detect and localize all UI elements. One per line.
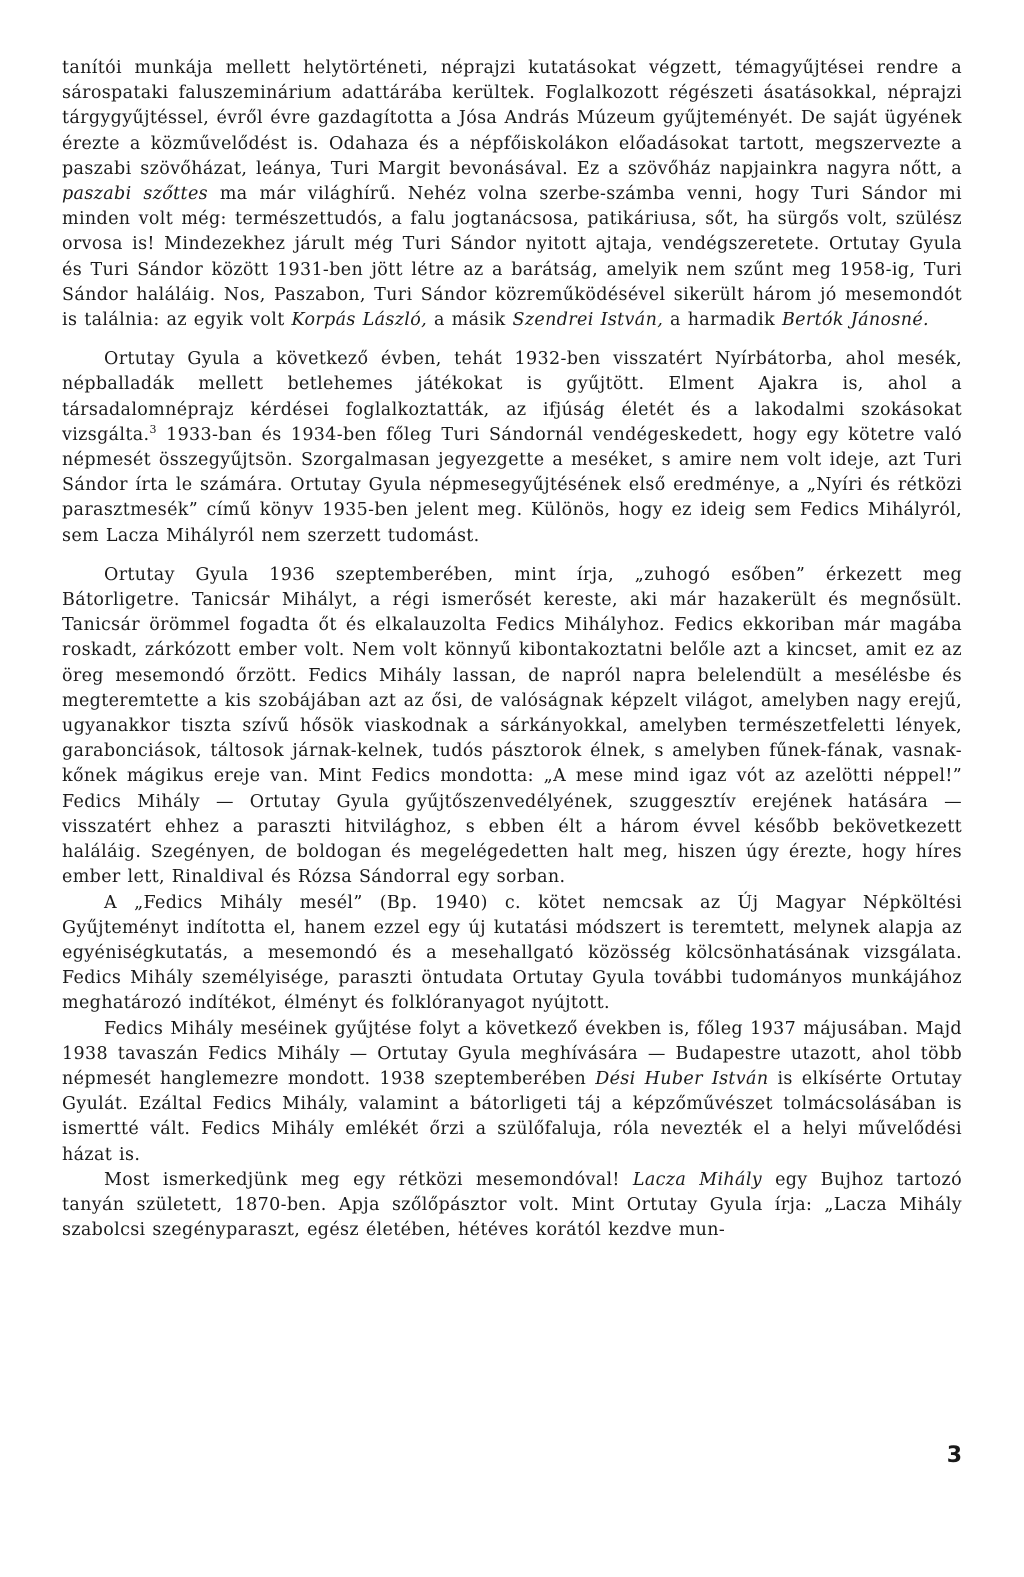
paragraph-2: [62, 347, 962, 549]
footnote-marker: 3: [149, 423, 157, 437]
italic-text: Szendrei István,: [512, 310, 664, 331]
paragraph-5: [62, 1017, 962, 1168]
text-run: tanítói munkája mellett helytörténeti, néprajzi kutatásokat végzett, témagyűjtései rendre a sárospataki faluszeminárium adattárába kerültek. Foglalkozott régészeti ásatásokkal, néprajzi tárgygyűjtéssel, évről évre gazdagította a Jósa András Múzeum gyűjteményét. De saját ügyének érezte a közművelődést is. Odahaza és a népfőiskolákon előadásokat tartott, megszervezte a paszabi szövőházat, leánya, Turi Margit bevonásával. Ez a szövőház napjainkra nagyra nőtt, a: [62, 58, 962, 179]
paragraph-4: [62, 891, 962, 1017]
text-run: Ortutay Gyula a következő évben, tehát 1932-ben visszatért Nyírbátorba, ahol mesék, népballadák mellett betlehemes játékokat is gyűjtött. Elment Ajakra is, ahol a társadalomnéprajz kérdései foglalkoztatták, az ifjúság életét és a lakodalmi szokásokat vizsgálta.: [62, 349, 962, 445]
text-run: Most ismerkedjünk meg egy rétközi mesemondóval!: [104, 1169, 633, 1190]
text-run: egy Bujhoz tartozó tanyán született, 1870-ben. Apja szőlőpásztor volt. Mint Ortutay Gyula írja: „Lacza Mihály szabolcsi szegényparaszt, egész életében, hétéves korától kezdve mun-: [62, 1169, 962, 1241]
paragraph-1: [62, 56, 962, 333]
text-run: a másik: [427, 310, 513, 331]
paragraph-6: [62, 1168, 962, 1244]
page-number: 3: [946, 1443, 962, 1468]
paragraph-3: [62, 563, 962, 891]
text-run: 1933-ban és 1934-ben főleg Turi Sándornál vendégeskedett, hogy egy kötetre való népmesét összegyűjtsön. Szorgalmasan jegyezgette a meséket, s amire nem volt ideje, azt Turi Sándor írta le számára. Ortutay Gyula népmesegyűjtésének első eredménye, a „Nyíri és rétközi parasztmesék” című könyv 1935-ben jelent meg. Különös, hogy ez ideig sem Fedics Mihályról, sem Lacza Mihályról nem szerzett tudomást.: [62, 424, 962, 546]
italic-text: Bertók Jánosné.: [781, 310, 929, 331]
italic-text: paszabi szőttes: [62, 184, 208, 205]
text-run: Ortutay Gyula 1936 szeptemberében, mint írja, „zuhogó esőben” érkezett meg Bátorligetre. Tanicsár Mihályt, a régi ismerősét kereste, aki már hazakerült és megnősült. Tanicsár örömmel fogadta őt és elkalauzolta Fedics Mihályhoz. Fedics ekkoriban már magába roskadt, zárkózott ember volt. Nem volt könnyű kibontakoztatni belőle azt a kincset, amit ez az öreg mesemondó őrzött. Fedics Mihály lassan, de napról napra belelendült a mesélésbe és megteremtette a kis szobájában azt az ősi, de valóságnak képzelt világot, amelyben nagy erejű, ugyanakkor tiszta szívű hősök viaskodnak a sárkányokkal, amelyben természetfeletti lények, garabonciások, táltosok járnak-kelnek, tudós pásztorok élnek, s amelyben fűnek-fának, vasnak-kőnek mágikus ereje van. Mint Fedics mondotta: „A mese mind igaz vót az azelötti néppel!” Fedics Mihály — Ortutay Gyula gyűjtőszenvedélyének, szuggesztív erejének hatására — visszatért ehhez a paraszti hitvilághoz, s ebben élt a három évvel később bekövetkezett haláláig. Szegényen, de boldogan és megelégedetten halt meg, hiszen úgy érezte, hogy híres ember lett, Rinaldival és Rózsa Sándorral egy sorban.: [62, 564, 962, 888]
italic-text: Korpás László,: [291, 310, 428, 331]
text-run: a harmadik: [663, 310, 782, 331]
text-run: Fedics Mihály meséinek gyűjtése folyt a következő években is, főleg 1937 májusában. Majd 1938 tavaszán Fedics Mihály — Ortutay Gyula meghívására — Budapestre utazott, ahol több népmesét hanglemezre mondott. 1938 szeptemberében: [62, 1018, 962, 1089]
text-run: is elkísérte Ortutay Gyulát. Ezáltal Fedics Mihály, valamint a bátorligeti táj a képzőművészet tolmácsolásában is ismertté vált. Fedics Mihály emlékét őrzi a szülőfaluja, róla nevezték el a helyi művelődési házat is.: [62, 1068, 962, 1165]
text-run: ma már világhírű. Nehéz volna szerbe-számba venni, hogy Turi Sándor mi minden volt még: természettudós, a falu jogtanácsosa, patikáriusa, sőt, ha sürgős volt, szülész orvosa is! Mindezekhez járult még Turi Sándor nyitott ajtaja, vendégszeretete. Ortutay Gyula és Turi Sándor között 1931-ben jött létre az a barátság, amelyik nem szűnt meg 1958-ig, Turi Sándor haláláig. Nos, Paszabon, Turi Sándor közreműködésével sikerült három jó mesemondót is találnia: az egyik volt: [62, 184, 962, 331]
text-run: A „Fedics Mihály mesél” (Bp. 1940) c. kötet nemcsak az Új Magyar Népköltési Gyűjteményt indította el, hanem ezzel egy új kutatási módszert is teremtett, melynek alapja az egyéniségkutatás, a mesemondó és a mesehallgató közösség kölcsönhatásának vizsgálata. Fedics Mihály személyisége, paraszti öntudata Ortutay Gyula további tudományos munkájához meghatározó indítékot, élményt és folklóranyagot nyújtott.: [62, 892, 962, 1014]
italic-text: Dési Huber István: [595, 1068, 769, 1089]
document-page: [62, 56, 962, 1243]
italic-text: Lacza Mihály: [632, 1169, 763, 1190]
